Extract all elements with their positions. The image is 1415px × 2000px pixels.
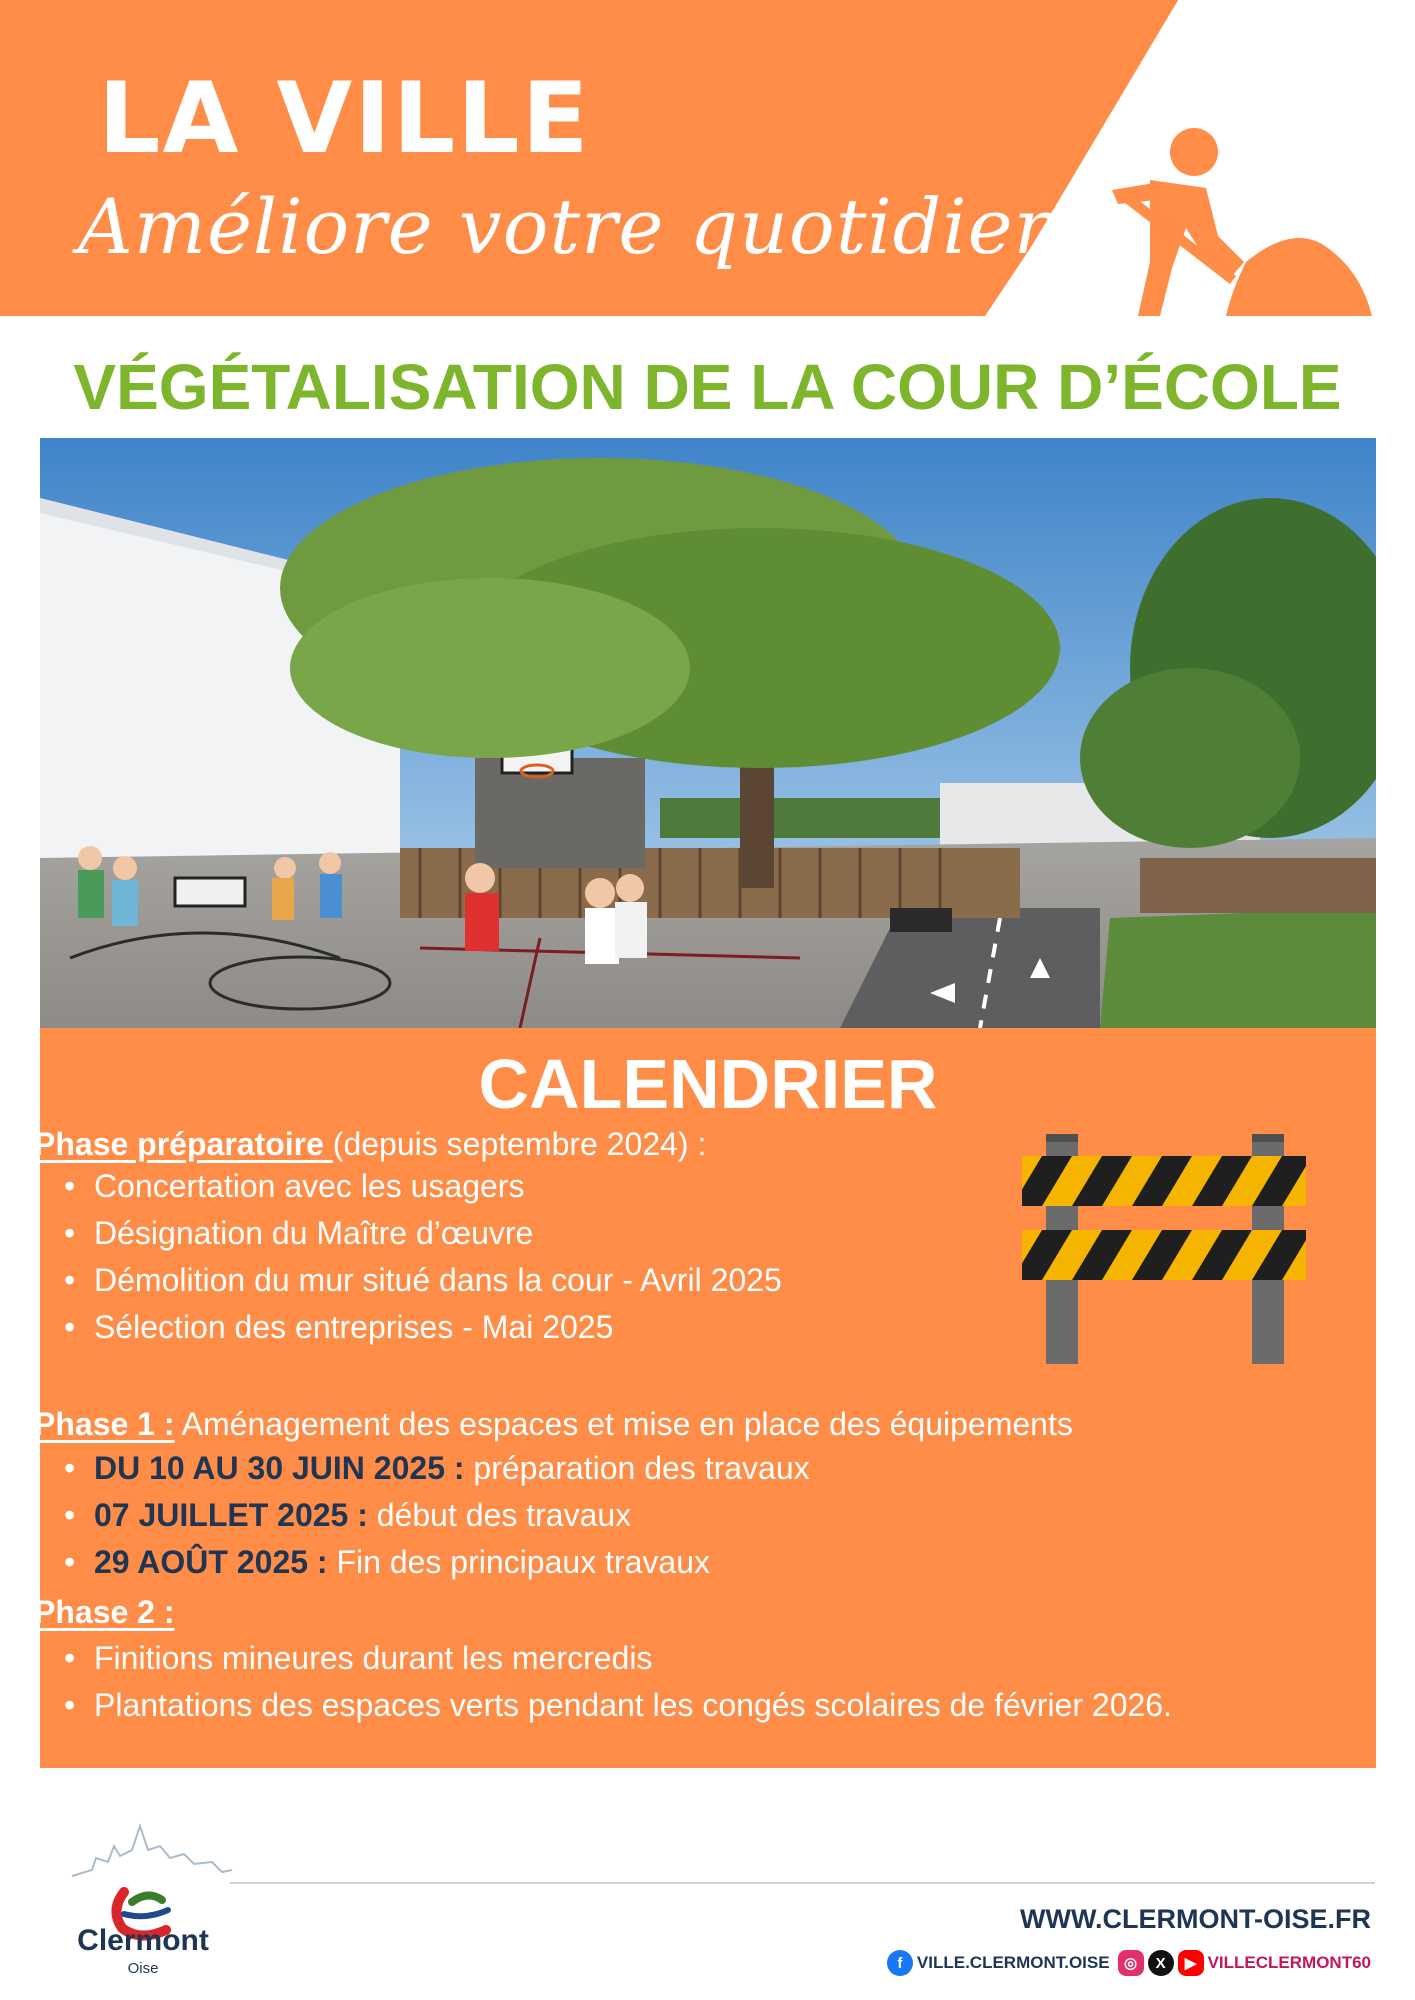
phase-1-text: début des travaux — [367, 1497, 632, 1533]
facebook-icon[interactable]: f — [887, 1950, 913, 1976]
phase-2-heading — [34, 1594, 175, 1631]
list-item: • Désignation du Maître d’œuvre — [64, 1215, 782, 1262]
x-icon[interactable]: X — [1148, 1950, 1174, 1976]
list-item — [64, 1544, 810, 1591]
calendar-title: CALENDRIER — [478, 1045, 938, 1123]
schoolyard-rendering — [40, 438, 1376, 1028]
list-item — [64, 1450, 810, 1497]
phase-preparatory-detail: (depuis septembre 2024) : — [332, 1126, 707, 1162]
list-item: • Finitions mineures durant les mercredis — [64, 1640, 1172, 1687]
list-item: • Concertation avec les usagers — [64, 1168, 782, 1215]
instagram-icon[interactable]: ◎ — [1118, 1950, 1144, 1976]
phase-1-text: préparation des travaux — [464, 1450, 810, 1486]
list-item: • Plantations des espaces verts pendant les congés scolaires de février 2026. — [64, 1687, 1172, 1734]
phase-preparatory-heading — [34, 1126, 706, 1163]
youtube-icon[interactable]: ▶ — [1178, 1950, 1204, 1976]
list-item: • Démolition du mur situé dans la cour - Avril 2025 — [64, 1262, 782, 1309]
phase-1-list — [64, 1450, 810, 1591]
header-subtitle: Améliore votre quotidien — [78, 182, 1064, 271]
social-links — [887, 1950, 1371, 1976]
phase-1-heading — [34, 1406, 1073, 1443]
roadblock-barrier-icon — [1022, 1134, 1306, 1364]
list-item — [64, 1497, 810, 1544]
logo-name: Clermont — [77, 1924, 209, 1957]
phase-1-date: DU 10 AU 30 JUIN 2025 : — [94, 1450, 465, 1486]
phase-1-detail: Aménagement des espaces et mise en place des équipements — [174, 1406, 1073, 1442]
website-link[interactable]: WWW.CLERMONT-OISE.FR — [1020, 1904, 1371, 1934]
facebook-handle[interactable]: VILLE.CLERMONT.OISE — [916, 1953, 1110, 1972]
phase-1-date: 07 JUILLET 2025 : — [94, 1497, 368, 1533]
phase-1-text: Fin des principaux travaux — [327, 1544, 710, 1580]
footer-divider — [230, 1882, 1375, 1884]
phase-1-date: 29 AOÛT 2025 : — [94, 1544, 328, 1580]
phase-1-label: Phase 1 : — [34, 1406, 175, 1442]
header-title: LA VILLE — [98, 62, 591, 176]
phase-preparatory-label: Phase préparatoire — [34, 1126, 333, 1162]
phase-preparatory-list — [64, 1168, 782, 1356]
project-title: VÉGÉTALISATION DE LA COUR D’ÉCOLE — [73, 351, 1342, 423]
logo-sub: Oise — [127, 1960, 159, 1977]
youtube-handle[interactable]: VILLECLERMONT60 — [1207, 1953, 1371, 1972]
phase-2-label: Phase 2 : — [34, 1594, 175, 1630]
phase-2-list — [64, 1640, 1172, 1734]
list-item: • Sélection des entreprises - Mai 2025 — [64, 1309, 782, 1356]
